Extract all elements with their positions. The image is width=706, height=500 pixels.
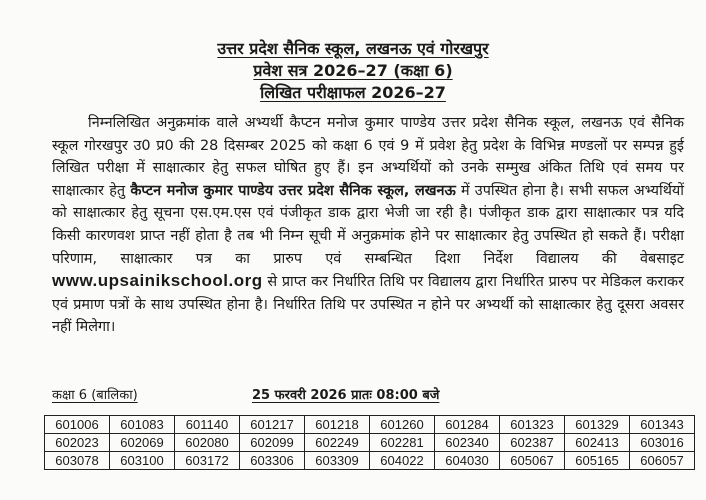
- roll-number-cell: 604022: [370, 452, 435, 470]
- paragraph-part-2: में उपस्थित होना है। सभी सफल अभ्यर्थियों को साक्षात्कार हेतु सूचना एस.एम.एस एवं पंजीकृत डाक द्वारा भेजी जा रही है। पंजीकृत डाक द्वारा साक्षात्कार पत्र यदि किसी कारणवश प्राप्त नहीं होता है तब भी निम्न सूची में अनुक्रमांक होने पर साक्षात्कार हेतु उपस्थित हो सकते हैं। परीक्षा परिणाम, साक्षात्कार पत्र का प्रारुप एवं सम्बन्धित दिशा निर्देश विद्यालय की वेबसाइट: [52, 182, 684, 267]
- table-row: [45, 452, 695, 470]
- roll-number-cell: 603016: [630, 434, 695, 452]
- roll-number-cell: 602069: [110, 434, 175, 452]
- roll-number-cell: 602023: [45, 434, 110, 452]
- notice-header: [0, 38, 706, 104]
- roll-number-cell: 604030: [435, 452, 500, 470]
- roll-number-cell: 605067: [500, 452, 565, 470]
- roll-number-cell: 603078: [45, 452, 110, 470]
- roll-number-cell: 601329: [565, 416, 630, 434]
- interview-date: 25 फरवरी 2026 प्रातः 08:00 बजे: [252, 388, 440, 403]
- roll-number-cell: 601217: [240, 416, 305, 434]
- roll-number-cell: 603309: [305, 452, 370, 470]
- roll-number-cell: 602413: [565, 434, 630, 452]
- paragraph-part-3: से प्राप्त कर निर्धारित तिथि पर विद्यालय द्वारा निर्धारित प्रारुप पर मेडिकल कराकर एवं प्रमाण पत्रों के साथ उपस्थित होना है। निर्धारित तिथि पर उपस्थित न होने पर अभ्यर्थी को साक्षात्कार हेतु दूसरा अवसर नहीं मिलेगा।: [52, 274, 684, 336]
- session-title: प्रवेश सत्र 2026–27 (कक्षा 6): [253, 61, 453, 80]
- roll-number-cell: 603172: [175, 452, 240, 470]
- roll-number-cell: 601006: [45, 416, 110, 434]
- roll-number-cell: 602080: [175, 434, 240, 452]
- roll-number-cell: 601284: [435, 416, 500, 434]
- roll-number-cell: 602387: [500, 434, 565, 452]
- paragraph-part-1: निम्नलिखित अनुक्रमांक वाले अभ्यर्थी कैप्टन मनोज कुमार पाण्डेय उत्तर प्रदेश सैनिक स्कूल, लखनऊ एवं सैनिक स्कूल गोरखपुर उ0 प्र0 की 28 दिसम्बर 2025 को कक्षा 6 एवं 9 में प्रवेश हेतु प्रदेश के विभिन्न मण्डलों पर सम्पन्न हुई लिखित परीक्षा में साक्षात्कार हेतु सफल घोषित हुए हैं। इन अभ्यर्थियों को उनके सम्मुख अंकित तिथि एवं समय पर साक्षात्कार हेतु: [52, 115, 684, 199]
- roll-number-cell: 602249: [305, 434, 370, 452]
- website-link[interactable]: www.upsainikschool.org: [52, 271, 263, 291]
- roll-number-cell: 603100: [110, 452, 175, 470]
- roll-number-cell: 601260: [370, 416, 435, 434]
- roll-number-cell: 606057: [630, 452, 695, 470]
- roll-number-cell: 601323: [500, 416, 565, 434]
- roll-number-cell: 603306: [240, 452, 305, 470]
- result-title: लिखित परीक्षाफल 2026–27: [260, 83, 446, 102]
- notice-paragraph: [52, 112, 684, 339]
- school-title: उत्तर प्रदेश सैनिक स्कूल, लखनऊ एवं गोरखपुर: [217, 39, 489, 58]
- class-label: कक्षा 6 (बालिका): [52, 388, 138, 403]
- roll-number-cell: 602099: [240, 434, 305, 452]
- roll-number-cell: 602340: [435, 434, 500, 452]
- roll-number-cell: 601343: [630, 416, 695, 434]
- roll-number-table-body: [45, 416, 695, 470]
- roll-number-cell: 602281: [370, 434, 435, 452]
- roll-number-table: [44, 415, 695, 470]
- roll-number-cell: 601140: [175, 416, 240, 434]
- roll-number-cell: 601083: [110, 416, 175, 434]
- roll-number-cell: 605165: [565, 452, 630, 470]
- roll-number-cell: 601218: [305, 416, 370, 434]
- table-row: [45, 434, 695, 452]
- table-row: [45, 416, 695, 434]
- venue-name: कैप्टन मनोज कुमार पाण्डेय उत्तर प्रदेश सैनिक स्कूल, लखनऊ: [130, 182, 456, 199]
